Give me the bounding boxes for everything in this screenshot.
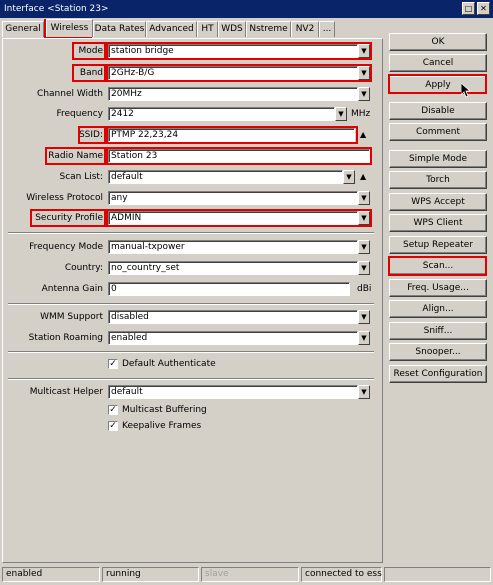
tab-data-rates[interactable]: Data Rates	[93, 21, 146, 37]
country-select[interactable]: no_country_set	[108, 261, 358, 275]
wps-client-button[interactable]: WPS Client	[389, 214, 487, 232]
frequency-mode-select[interactable]: manual-txpower	[108, 240, 358, 254]
scan-list-label: Scan List:	[59, 172, 103, 182]
mouse-cursor-icon	[461, 83, 471, 98]
status-slave: slave	[201, 567, 299, 582]
security-profile-dropdown-icon[interactable]: ▼	[358, 211, 370, 225]
multicast-helper-label: Multicast Helper	[29, 387, 103, 397]
keepalive-frames-checkbox[interactable]: ✓	[109, 421, 117, 431]
separator	[8, 303, 374, 305]
country-dropdown-icon[interactable]: ▼	[358, 261, 370, 275]
disable-button[interactable]: Disable	[389, 102, 487, 120]
comment-button[interactable]: Comment	[389, 123, 487, 141]
country-label: Country:	[64, 263, 103, 273]
separator	[8, 232, 374, 234]
multicast-buffering-row[interactable]	[108, 403, 308, 417]
antenna-gain-label: Antenna Gain	[41, 284, 103, 294]
tab-general[interactable]: General	[2, 21, 44, 37]
channel-width-select[interactable]: 20MHz	[108, 87, 358, 101]
security-profile-select[interactable]: ADMIN	[108, 211, 358, 225]
wireless-protocol-label: Wireless Protocol	[26, 193, 103, 203]
station-roaming-label: Station Roaming	[28, 333, 103, 343]
security-profile-label: Security Profile	[35, 213, 103, 223]
wps-accept-button[interactable]: WPS Accept	[389, 193, 487, 211]
frequency-mode-dropdown-icon[interactable]: ▼	[358, 240, 370, 254]
multicast-helper-select[interactable]: default	[108, 385, 358, 399]
keepalive-frames-row[interactable]	[108, 419, 308, 433]
status-extra	[384, 567, 491, 582]
default-authenticate-checkbox[interactable]: ✓	[109, 359, 117, 369]
mode-dropdown-icon[interactable]: ▼	[358, 44, 370, 58]
separator	[8, 351, 374, 353]
mode-label: Mode	[78, 46, 103, 56]
tab-wds[interactable]: WDS	[218, 21, 246, 37]
wireless-protocol-dropdown-icon[interactable]: ▼	[358, 191, 370, 205]
ssid-input[interactable]: PTMP 22,23,24	[108, 128, 355, 142]
status-connection: connected to ess	[301, 567, 382, 582]
tab-ht[interactable]: HT	[197, 21, 218, 37]
channel-width-label: Channel Width	[37, 89, 103, 99]
tab-wireless[interactable]: Wireless	[46, 19, 93, 37]
multicast-buffering-checkbox[interactable]: ✓	[109, 405, 117, 415]
default-authenticate-label: Default Authenticate	[122, 359, 216, 369]
reset-configuration-button[interactable]: Reset Configuration	[389, 365, 487, 383]
band-select[interactable]: 2GHz-B/G	[108, 66, 358, 80]
wmm-support-select[interactable]: disabled	[108, 310, 358, 324]
scan-button[interactable]: Scan...	[389, 257, 487, 275]
frequency-select[interactable]: 2412	[108, 107, 335, 121]
tab-nv2[interactable]: NV2	[291, 21, 319, 37]
antenna-gain-unit: dBi	[357, 284, 372, 294]
wmm-support-label: WMM Support	[40, 312, 103, 322]
station-roaming-select[interactable]: enabled	[108, 331, 358, 345]
frequency-dropdown-icon[interactable]: ▼	[335, 107, 347, 121]
wireless-protocol-select[interactable]: any	[108, 191, 358, 205]
antenna-gain-input[interactable]: 0	[108, 282, 350, 296]
frequency-mode-label: Frequency Mode	[29, 242, 103, 252]
channel-width-dropdown-icon[interactable]: ▼	[358, 87, 370, 101]
window-title: Interface <Station 23>	[4, 4, 109, 14]
ssid-label: SSID:	[78, 130, 103, 140]
align-button[interactable]: Align...	[389, 300, 487, 318]
scan-list-select[interactable]: default	[108, 170, 343, 184]
cancel-button[interactable]: Cancel	[389, 54, 487, 72]
scan-list-collapse-icon[interactable]: ▲	[360, 172, 367, 181]
tab-advanced[interactable]: Advanced	[146, 21, 197, 37]
tab-nstreme[interactable]: Nstreme	[246, 21, 291, 37]
setup-repeater-button[interactable]: Setup Repeater	[389, 236, 487, 254]
ok-button[interactable]: OK	[389, 33, 487, 51]
band-label: Band	[79, 68, 103, 78]
snooper-button[interactable]: Snooper...	[389, 343, 487, 361]
maximize-icon[interactable]: □	[462, 2, 475, 15]
keepalive-frames-label: Keepalive Frames	[122, 421, 202, 431]
scan-list-dropdown-icon[interactable]: ▼	[343, 170, 355, 184]
frequency-label: Frequency	[56, 109, 103, 119]
close-icon[interactable]: ✕	[477, 2, 490, 15]
wmm-support-dropdown-icon[interactable]: ▼	[358, 310, 370, 324]
station-roaming-dropdown-icon[interactable]: ▼	[358, 331, 370, 345]
band-dropdown-icon[interactable]: ▼	[358, 66, 370, 80]
simple-mode-button[interactable]: Simple Mode	[389, 150, 487, 168]
radio-name-label: Radio Name	[48, 151, 103, 161]
radio-name-input[interactable]: Station 23	[108, 149, 370, 163]
multicast-buffering-label: Multicast Buffering	[122, 405, 207, 415]
multicast-helper-dropdown-icon[interactable]: ▼	[358, 385, 370, 399]
mode-select[interactable]: station bridge	[108, 44, 358, 58]
torch-button[interactable]: Torch	[389, 171, 487, 189]
window-titlebar	[0, 0, 493, 18]
freq-usage-button[interactable]: Freq. Usage...	[389, 279, 487, 297]
ssid-collapse-icon[interactable]: ▲	[360, 130, 367, 139]
status-running: running	[102, 567, 199, 582]
sniff-button[interactable]: Sniff...	[389, 322, 487, 340]
tab-more[interactable]: ...	[319, 21, 335, 37]
separator	[8, 378, 374, 380]
default-authenticate-row[interactable]	[108, 357, 308, 371]
apply-button[interactable]: Apply	[389, 76, 487, 94]
status-enabled: enabled	[2, 567, 100, 582]
frequency-unit: MHz	[351, 109, 371, 119]
